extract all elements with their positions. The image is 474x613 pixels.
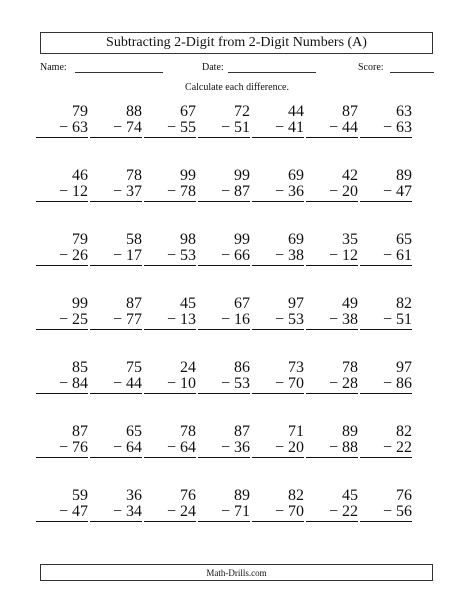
name-label: Name: (40, 62, 67, 73)
minuend: 73 (288, 359, 304, 376)
subtrahend: 36 (234, 439, 250, 456)
footer-box (40, 564, 433, 581)
subtraction-problem (198, 488, 250, 522)
minuend: 87 (234, 423, 250, 440)
subtrahend-row (90, 440, 142, 458)
subtrahend-row (252, 504, 304, 522)
subtrahend: 44 (126, 375, 142, 392)
subtrahend: 12 (72, 183, 88, 200)
subtrahend-row (198, 504, 250, 522)
subtraction-problem (144, 296, 196, 330)
subtrahend-row (144, 440, 196, 458)
minuend: 99 (180, 167, 196, 184)
subtrahend: 53 (180, 247, 196, 264)
subtrahend: 64 (180, 439, 196, 456)
subtrahend: 26 (72, 247, 88, 264)
subtraction-problem (306, 360, 358, 394)
subtraction-problem (252, 424, 304, 458)
subtraction-problem (198, 296, 250, 330)
minuend: 35 (342, 231, 358, 248)
subtraction-problem (144, 168, 196, 202)
date-field (202, 61, 316, 73)
subtrahend: 13 (180, 311, 196, 328)
worksheet-title-box (40, 32, 433, 54)
minuend: 63 (396, 103, 412, 120)
minus-sign: − (274, 119, 284, 136)
subtrahend: 56 (396, 503, 412, 520)
subtrahend-row (198, 184, 250, 202)
subtrahend: 88 (342, 439, 358, 456)
subtraction-problem (252, 232, 304, 266)
minuend: 69 (288, 167, 304, 184)
subtrahend-row (90, 248, 142, 266)
minus-sign: − (382, 439, 392, 456)
minus-sign: − (274, 247, 284, 264)
subtrahend-row (36, 120, 88, 138)
date-label: Date: (202, 62, 224, 73)
subtrahend-row (36, 376, 88, 394)
footer-text: Math-Drills.com (206, 567, 267, 578)
subtrahend: 24 (180, 503, 196, 520)
subtrahend-row (198, 440, 250, 458)
minus-sign: − (274, 311, 284, 328)
minus-sign: − (328, 439, 338, 456)
subtraction-problem (306, 232, 358, 266)
minuend: 99 (234, 167, 250, 184)
subtrahend: 20 (288, 439, 304, 456)
subtraction-problem (36, 360, 88, 394)
subtrahend-row (90, 312, 142, 330)
minuend: 65 (126, 423, 142, 440)
minuend: 78 (342, 359, 358, 376)
subtrahend: 84 (72, 375, 88, 392)
score-blank-line (390, 61, 434, 73)
score-label: Score: (358, 62, 384, 73)
instructions: Calculate each difference. (185, 82, 289, 93)
minus-sign: − (382, 183, 392, 200)
subtrahend: 53 (234, 375, 250, 392)
subtrahend-row (252, 312, 304, 330)
minuend: 87 (342, 103, 358, 120)
minuend: 87 (72, 423, 88, 440)
minuend: 75 (126, 359, 142, 376)
subtrahend: 76 (72, 439, 88, 456)
subtrahend-row (36, 504, 88, 522)
subtrahend-row (144, 248, 196, 266)
minus-sign: − (328, 311, 338, 328)
subtrahend-row (306, 248, 358, 266)
minuend: 59 (72, 487, 88, 504)
subtrahend: 36 (288, 183, 304, 200)
minus-sign: − (328, 183, 338, 200)
minuend: 78 (126, 167, 142, 184)
subtrahend-row (90, 504, 142, 522)
minuend: 67 (180, 103, 196, 120)
minuend: 42 (342, 167, 358, 184)
minuend: 76 (180, 487, 196, 504)
minuend: 65 (396, 231, 412, 248)
minus-sign: − (382, 311, 392, 328)
minus-sign: − (58, 375, 68, 392)
subtraction-problem (144, 360, 196, 394)
subtrahend-row (360, 120, 412, 138)
subtrahend-row (144, 184, 196, 202)
minuend: 78 (180, 423, 196, 440)
minus-sign: − (166, 247, 176, 264)
subtrahend: 25 (72, 311, 88, 328)
subtraction-problem (90, 296, 142, 330)
subtrahend-row (306, 376, 358, 394)
minuend: 89 (342, 423, 358, 440)
name-field (40, 61, 163, 73)
subtraction-problem (90, 104, 142, 138)
subtrahend: 38 (342, 311, 358, 328)
minus-sign: − (112, 119, 122, 136)
subtraction-problem (198, 360, 250, 394)
subtrahend: 12 (342, 247, 358, 264)
minuend: 99 (72, 295, 88, 312)
name-blank-line (75, 61, 163, 73)
subtrahend-row (306, 440, 358, 458)
subtraction-problem (198, 424, 250, 458)
minuend: 45 (342, 487, 358, 504)
minus-sign: − (382, 247, 392, 264)
subtraction-problem (90, 424, 142, 458)
subtraction-problem (36, 424, 88, 458)
subtrahend-row (90, 376, 142, 394)
minus-sign: − (166, 311, 176, 328)
minus-sign: − (58, 119, 68, 136)
minus-sign: − (220, 375, 230, 392)
minus-sign: − (166, 503, 176, 520)
minus-sign: − (112, 375, 122, 392)
subtrahend-row (144, 504, 196, 522)
subtrahend: 51 (234, 119, 250, 136)
subtraction-problem (360, 360, 412, 394)
subtrahend-row (90, 184, 142, 202)
minuend: 98 (180, 231, 196, 248)
subtrahend-row (198, 376, 250, 394)
subtraction-problem (252, 488, 304, 522)
subtrahend-row (198, 248, 250, 266)
subtraction-problem (36, 488, 88, 522)
date-blank-line (228, 61, 316, 73)
minus-sign: − (58, 247, 68, 264)
subtrahend-row (306, 504, 358, 522)
minuend: 24 (180, 359, 196, 376)
minus-sign: − (58, 183, 68, 200)
minus-sign: − (382, 375, 392, 392)
subtraction-problem (36, 168, 88, 202)
minus-sign: − (274, 183, 284, 200)
subtrahend: 51 (396, 311, 412, 328)
subtraction-problem (144, 104, 196, 138)
subtrahend: 41 (288, 119, 304, 136)
minus-sign: − (382, 503, 392, 520)
subtrahend-row (306, 184, 358, 202)
subtrahend: 17 (126, 247, 142, 264)
subtrahend: 70 (288, 503, 304, 520)
subtrahend: 20 (342, 183, 358, 200)
subtrahend-row (306, 120, 358, 138)
minuend: 97 (396, 359, 412, 376)
minus-sign: − (382, 119, 392, 136)
student-info-row (40, 61, 433, 79)
subtraction-problem (144, 488, 196, 522)
subtraction-problem (306, 104, 358, 138)
subtraction-problem (252, 360, 304, 394)
minuend: 72 (234, 103, 250, 120)
subtrahend: 28 (342, 375, 358, 392)
minus-sign: − (220, 311, 230, 328)
minus-sign: − (166, 183, 176, 200)
minus-sign: − (220, 183, 230, 200)
subtraction-problem (306, 296, 358, 330)
subtraction-problem (360, 232, 412, 266)
minus-sign: − (220, 119, 230, 136)
subtrahend: 78 (180, 183, 196, 200)
subtrahend: 22 (396, 439, 412, 456)
minuend: 89 (396, 167, 412, 184)
subtrahend: 47 (396, 183, 412, 200)
subtrahend-row (360, 312, 412, 330)
subtrahend: 47 (72, 503, 88, 520)
subtrahend-row (36, 440, 88, 458)
subtrahend: 61 (396, 247, 412, 264)
minus-sign: − (328, 503, 338, 520)
minuend: 36 (126, 487, 142, 504)
subtrahend: 63 (396, 119, 412, 136)
subtrahend-row (360, 184, 412, 202)
subtraction-problem (306, 168, 358, 202)
subtrahend: 63 (72, 119, 88, 136)
minus-sign: − (328, 119, 338, 136)
subtrahend-row (360, 504, 412, 522)
subtrahend-row (306, 312, 358, 330)
subtrahend: 66 (234, 247, 250, 264)
subtrahend-row (144, 376, 196, 394)
subtrahend: 70 (288, 375, 304, 392)
minus-sign: − (220, 247, 230, 264)
subtrahend-row (252, 440, 304, 458)
minuend: 67 (234, 295, 250, 312)
subtrahend: 64 (126, 439, 142, 456)
subtrahend-row (252, 248, 304, 266)
minus-sign: − (166, 439, 176, 456)
subtrahend: 71 (234, 503, 250, 520)
subtraction-problem (90, 232, 142, 266)
minus-sign: − (166, 375, 176, 392)
subtrahend-row (252, 120, 304, 138)
subtraction-problem (252, 168, 304, 202)
minuend: 58 (126, 231, 142, 248)
minuend: 45 (180, 295, 196, 312)
minuend: 99 (234, 231, 250, 248)
subtrahend: 10 (180, 375, 196, 392)
minuend: 49 (342, 295, 358, 312)
subtraction-problem (252, 104, 304, 138)
subtraction-problem (306, 488, 358, 522)
subtraction-problem (360, 424, 412, 458)
subtrahend: 55 (180, 119, 196, 136)
subtraction-problem (198, 104, 250, 138)
worksheet-title: Subtracting 2-Digit from 2-Digit Numbers (A) (106, 35, 367, 50)
minuend: 82 (288, 487, 304, 504)
subtrahend: 16 (234, 311, 250, 328)
subtrahend: 44 (342, 119, 358, 136)
score-field (358, 61, 434, 73)
subtraction-problem (90, 488, 142, 522)
minus-sign: − (58, 439, 68, 456)
minus-sign: − (166, 119, 176, 136)
subtraction-problem (144, 424, 196, 458)
minuend: 44 (288, 103, 304, 120)
subtrahend: 77 (126, 311, 142, 328)
minus-sign: − (112, 247, 122, 264)
minuend: 79 (72, 103, 88, 120)
subtrahend: 86 (396, 375, 412, 392)
subtrahend-row (36, 184, 88, 202)
minus-sign: − (112, 183, 122, 200)
subtraction-problem (36, 232, 88, 266)
minus-sign: − (220, 503, 230, 520)
subtrahend: 22 (342, 503, 358, 520)
subtrahend: 53 (288, 311, 304, 328)
minuend: 85 (72, 359, 88, 376)
subtraction-problem (36, 296, 88, 330)
subtraction-problem (90, 168, 142, 202)
minus-sign: − (112, 503, 122, 520)
minuend: 87 (126, 295, 142, 312)
subtrahend-row (360, 248, 412, 266)
minuend: 76 (396, 487, 412, 504)
subtrahend-row (252, 184, 304, 202)
subtrahend-row (360, 376, 412, 394)
subtraction-problem (198, 168, 250, 202)
subtraction-problem (360, 168, 412, 202)
subtrahend: 34 (126, 503, 142, 520)
subtraction-problem (198, 232, 250, 266)
minus-sign: − (274, 375, 284, 392)
subtrahend: 74 (126, 119, 142, 136)
minus-sign: − (58, 503, 68, 520)
subtrahend-row (252, 376, 304, 394)
subtrahend-row (198, 312, 250, 330)
subtrahend-row (36, 248, 88, 266)
minuend: 46 (72, 167, 88, 184)
subtrahend-row (90, 120, 142, 138)
subtraction-problem (144, 232, 196, 266)
minuend: 86 (234, 359, 250, 376)
subtraction-problem (252, 296, 304, 330)
minus-sign: − (58, 311, 68, 328)
minuend: 88 (126, 103, 142, 120)
minuend: 97 (288, 295, 304, 312)
subtraction-problem (360, 488, 412, 522)
subtraction-problem (36, 104, 88, 138)
subtrahend-row (360, 440, 412, 458)
minuend: 79 (72, 231, 88, 248)
minus-sign: − (112, 311, 122, 328)
subtrahend-row (144, 120, 196, 138)
minus-sign: − (220, 439, 230, 456)
subtraction-problem (360, 296, 412, 330)
problems-grid (36, 98, 436, 538)
minus-sign: − (328, 247, 338, 264)
subtrahend-row (198, 120, 250, 138)
subtraction-problem (360, 104, 412, 138)
minuend: 69 (288, 231, 304, 248)
minuend: 82 (396, 423, 412, 440)
minuend: 71 (288, 423, 304, 440)
minus-sign: − (328, 375, 338, 392)
subtraction-problem (90, 360, 142, 394)
subtraction-problem (306, 424, 358, 458)
minuend: 82 (396, 295, 412, 312)
subtrahend: 37 (126, 183, 142, 200)
minus-sign: − (112, 439, 122, 456)
subtrahend-row (36, 312, 88, 330)
subtrahend: 87 (234, 183, 250, 200)
subtrahend-row (144, 312, 196, 330)
minus-sign: − (274, 439, 284, 456)
subtrahend: 38 (288, 247, 304, 264)
minuend: 89 (234, 487, 250, 504)
minus-sign: − (274, 503, 284, 520)
